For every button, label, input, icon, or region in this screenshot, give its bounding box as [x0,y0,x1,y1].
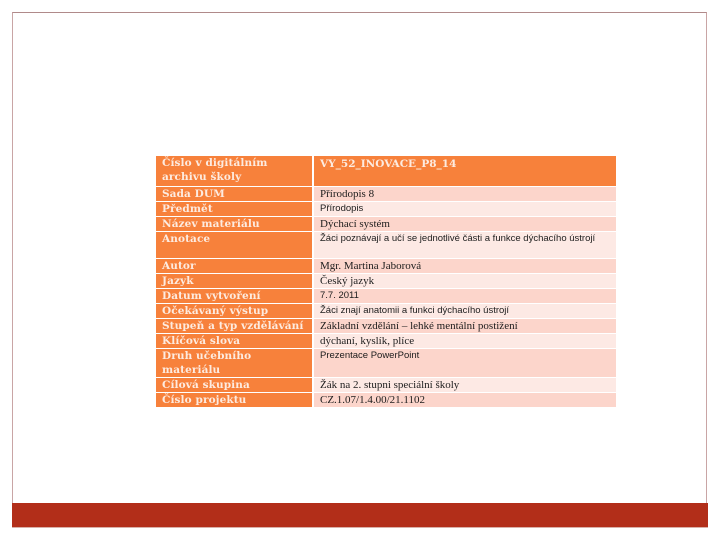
row-value: Dýchací systém [314,217,616,232]
table-row [156,289,616,304]
row-value: Český jazyk [314,274,616,289]
table-row [156,217,616,232]
row-label: Anotace [156,232,314,259]
table-row [156,349,616,378]
table-row [156,232,616,259]
row-label: Předmět [156,202,314,217]
row-value: Prezentace PowerPoint [314,349,616,378]
row-value: dýchaní, kyslík, plíce [314,334,616,349]
row-label: Datum vytvoření [156,289,314,304]
bottom-accent-bar [12,503,708,528]
row-value: Přírodopis 8 [314,187,616,202]
row-label: Klíčová slova [156,334,314,349]
row-value: 7.7. 2011 [314,289,616,304]
table-row [156,304,616,319]
row-label: Číslo projektu [156,393,314,408]
table-row [156,393,616,408]
table-row [156,274,616,289]
row-label: Druh učebního materiálu [156,349,314,378]
row-value: Mgr. Martina Jaborová [314,259,616,274]
row-value: Žáci poznávají a učí se jednotlivé části a funkce dýchacího ústrojí [314,232,616,259]
row-value: CZ.1.07/1.4.00/21.1102 [314,393,616,408]
row-value: Základní vzdělání – lehké mentální postižení [314,319,616,334]
archive-number-label: Číslo v digitálním archivu školy [156,156,314,187]
row-label: Stupeň a typ vzdělávání [156,319,314,334]
row-value: Žák na 2. stupni speciální školy [314,378,616,393]
row-label: Sada DUM [156,187,314,202]
row-value: Přírodopis [314,202,616,217]
row-label: Název materiálu [156,217,314,232]
table-row [156,259,616,274]
table-row [156,202,616,217]
archive-number-value: VY_52_INOVACE_P8_14 [314,156,616,187]
row-label: Cílová skupina [156,378,314,393]
row-label: Jazyk [156,274,314,289]
row-value: Žáci znají anatomii a funkci dýchacího ústrojí [314,304,616,319]
row-label: Očekávaný výstup [156,304,314,319]
table-header-row [156,156,616,187]
table-row [156,319,616,334]
row-label: Autor [156,259,314,274]
metadata-table [156,156,616,408]
table-row [156,378,616,393]
table-row [156,187,616,202]
table-row [156,334,616,349]
